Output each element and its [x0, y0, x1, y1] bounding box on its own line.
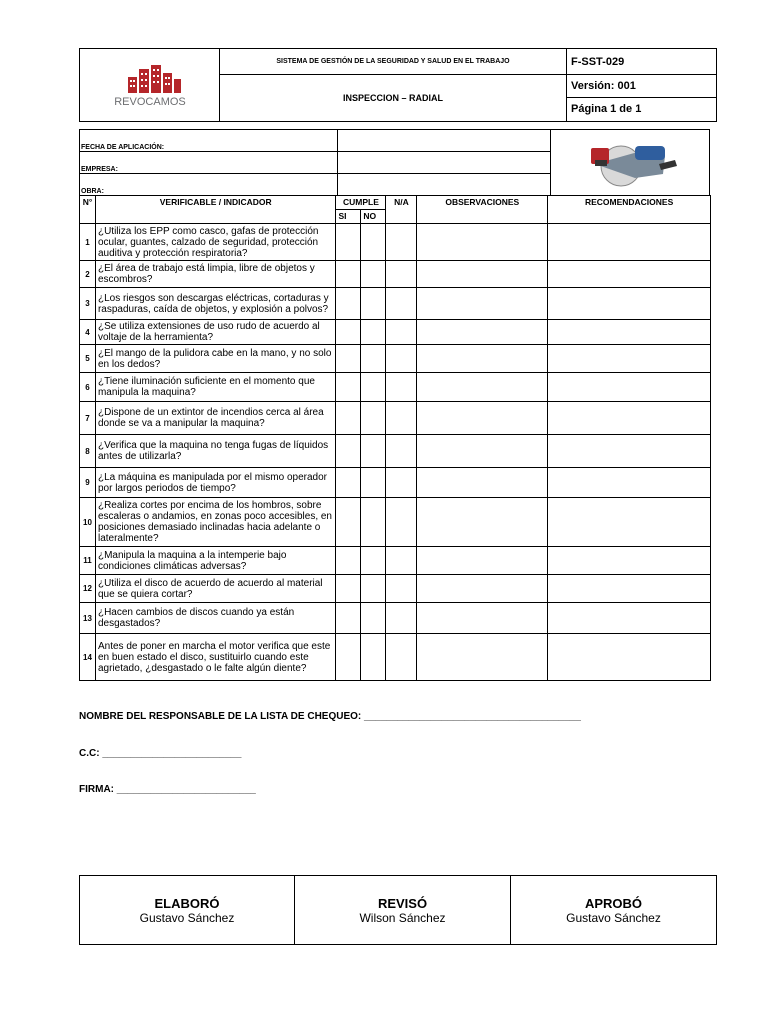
sig-reviso — [295, 876, 511, 945]
si-checkbox-cell[interactable] — [336, 435, 361, 468]
table-row — [80, 435, 711, 468]
firma-line — [79, 784, 256, 795]
na-checkbox-cell[interactable] — [386, 320, 417, 345]
recomendaciones-cell[interactable] — [548, 402, 711, 435]
table-row — [80, 288, 711, 320]
empresa-field[interactable] — [338, 152, 551, 174]
col-si-header: SI — [336, 210, 361, 224]
signature-table — [79, 875, 717, 945]
empresa-label: EMPRESA: — [80, 152, 338, 174]
sig-elaboro — [80, 876, 295, 945]
row-question: ¿Se utiliza extensiones de uso rudo de acuerdo al voltaje de la herramienta? — [95, 320, 335, 345]
si-checkbox-cell[interactable] — [336, 224, 361, 261]
no-checkbox-cell[interactable] — [361, 575, 386, 603]
obra-field[interactable] — [338, 174, 551, 196]
no-checkbox-cell[interactable] — [361, 634, 386, 681]
recomendaciones-cell[interactable] — [548, 575, 711, 603]
row-question: ¿Los riesgos son descargas eléctricas, cortaduras y raspaduras, caída de objetos, y explosión a polvos? — [95, 288, 335, 320]
sig-elaboro-title: ELABORÓ — [154, 895, 220, 911]
row-number: 10 — [80, 498, 96, 547]
col-cumple-header: CUMPLE — [336, 196, 386, 210]
recomendaciones-cell[interactable] — [548, 288, 711, 320]
col-n-header: N° — [80, 196, 96, 224]
form-code: F-SST-029 — [567, 49, 717, 75]
no-checkbox-cell[interactable] — [361, 468, 386, 498]
si-checkbox-cell[interactable] — [336, 288, 361, 320]
si-checkbox-cell[interactable] — [336, 373, 361, 402]
na-checkbox-cell[interactable] — [386, 634, 417, 681]
observaciones-cell[interactable] — [417, 468, 548, 498]
observaciones-cell[interactable] — [417, 345, 548, 373]
observaciones-cell[interactable] — [417, 435, 548, 468]
recomendaciones-cell[interactable] — [548, 373, 711, 402]
recomendaciones-cell[interactable] — [548, 345, 711, 373]
col-na-header: N/A — [386, 196, 417, 224]
no-checkbox-cell[interactable] — [361, 224, 386, 261]
observaciones-cell[interactable] — [417, 261, 548, 288]
row-question: ¿Dispone de un extintor de incendios cerca al área donde se va a manipular la maquina? — [95, 402, 335, 435]
na-checkbox-cell[interactable] — [386, 224, 417, 261]
responsable-line — [79, 711, 581, 722]
company-logo — [102, 63, 198, 107]
na-checkbox-cell[interactable] — [386, 373, 417, 402]
row-number: 3 — [80, 288, 96, 320]
na-checkbox-cell[interactable] — [386, 435, 417, 468]
row-question: ¿El área de trabajo está limpia, libre de objetos y escombros? — [95, 261, 335, 288]
info-block — [79, 129, 710, 196]
checklist-table — [79, 195, 711, 681]
observaciones-cell[interactable] — [417, 224, 548, 261]
no-checkbox-cell[interactable] — [361, 261, 386, 288]
si-checkbox-cell[interactable] — [336, 468, 361, 498]
observaciones-cell[interactable] — [417, 498, 548, 547]
si-checkbox-cell[interactable] — [336, 320, 361, 345]
recomendaciones-cell[interactable] — [548, 547, 711, 575]
fecha-label: FECHA DE APLICACIÓN: — [80, 130, 338, 152]
no-checkbox-cell[interactable] — [361, 435, 386, 468]
row-number: 11 — [80, 547, 96, 575]
no-checkbox-cell[interactable] — [361, 603, 386, 634]
recomendaciones-cell[interactable] — [548, 634, 711, 681]
observaciones-cell[interactable] — [417, 575, 548, 603]
no-checkbox-cell[interactable] — [361, 345, 386, 373]
cc-line — [79, 748, 241, 759]
si-checkbox-cell[interactable] — [336, 402, 361, 435]
na-checkbox-cell[interactable] — [386, 345, 417, 373]
row-number: 14 — [80, 634, 96, 681]
table-row — [80, 224, 711, 261]
row-number: 13 — [80, 603, 96, 634]
na-checkbox-cell[interactable] — [386, 288, 417, 320]
table-row — [80, 345, 711, 373]
table-row — [80, 373, 711, 402]
si-checkbox-cell[interactable] — [336, 345, 361, 373]
observaciones-cell[interactable] — [417, 547, 548, 575]
table-row — [80, 498, 711, 547]
table-row — [80, 603, 711, 634]
row-number: 5 — [80, 345, 96, 373]
no-checkbox-cell[interactable] — [361, 320, 386, 345]
observaciones-cell[interactable] — [417, 373, 548, 402]
observaciones-cell[interactable] — [417, 634, 548, 681]
table-row — [80, 634, 711, 681]
no-checkbox-cell[interactable] — [361, 288, 386, 320]
recomendaciones-cell[interactable] — [548, 261, 711, 288]
na-checkbox-cell[interactable] — [386, 468, 417, 498]
table-row — [80, 402, 711, 435]
table-row — [80, 320, 711, 345]
row-question: ¿Manipula la maquina a la intemperie bajo condiciones climáticas adversas? — [95, 547, 335, 575]
sig-aprobo-name: Gustavo Sánchez — [566, 910, 661, 925]
no-checkbox-cell[interactable] — [361, 547, 386, 575]
version: Versión: 001 — [567, 75, 716, 98]
firma-field[interactable]: _________________________ — [116, 784, 256, 795]
table-row — [80, 575, 711, 603]
cc-label: C.C: — [79, 748, 100, 759]
col-no-header: NO — [361, 210, 386, 224]
na-checkbox-cell[interactable] — [386, 575, 417, 603]
page-number: Página 1 de 1 — [571, 103, 642, 115]
row-question: ¿El mango de la pulidora cabe en la mano, y no solo en los dedos? — [95, 345, 335, 373]
row-number: 2 — [80, 261, 96, 288]
observaciones-cell[interactable] — [417, 603, 548, 634]
na-checkbox-cell[interactable] — [386, 402, 417, 435]
recomendaciones-cell[interactable] — [548, 468, 711, 498]
responsable-field[interactable]: _______________________________________ — [364, 711, 581, 722]
circular-saw-icon — [575, 134, 685, 190]
no-checkbox-cell[interactable] — [361, 402, 386, 435]
observaciones-cell[interactable] — [417, 288, 548, 320]
sig-aprobo — [511, 876, 717, 945]
row-number: 12 — [80, 575, 96, 603]
no-checkbox-cell[interactable] — [361, 373, 386, 402]
row-question: ¿La máquina es manipulada por el mismo operador por largos periodos de tiempo? — [95, 468, 335, 498]
row-number: 1 — [80, 224, 96, 261]
col-verificable-header: VERIFICABLE / INDICADOR — [95, 196, 335, 224]
row-question: ¿Utiliza los EPP como casco, gafas de protección ocular, guantes, calzado de seguridad, protección auditiva y protección respiratoria? — [95, 224, 335, 261]
si-checkbox-cell[interactable] — [336, 547, 361, 575]
na-checkbox-cell[interactable] — [386, 547, 417, 575]
row-question: ¿Verifica que la maquina no tenga fugas de líquidos antes de utilizarla? — [95, 435, 335, 468]
si-checkbox-cell[interactable] — [336, 261, 361, 288]
si-checkbox-cell[interactable] — [336, 575, 361, 603]
row-number: 9 — [80, 468, 96, 498]
system-title: SISTEMA DE GESTIÓN DE LA SEGURIDAD Y SALUD EN EL TRABAJO — [220, 49, 567, 75]
recomendaciones-cell[interactable] — [548, 320, 711, 345]
table-row — [80, 261, 711, 288]
recomendaciones-cell[interactable] — [548, 435, 711, 468]
cc-field[interactable]: _________________________ — [102, 748, 242, 759]
doc-title: INSPECCION – RADIAL — [220, 75, 567, 122]
responsable-label: NOMBRE DEL RESPONSABLE DE LA LISTA DE CHEQUEO: — [79, 711, 362, 722]
na-checkbox-cell[interactable] — [386, 261, 417, 288]
row-question: Antes de poner en marcha el motor verifica que este en buen estado el disco, sustituirlo cuando este agrietado, ¿desgastado o le falte algún diente? — [95, 634, 335, 681]
sig-reviso-title: REVISÓ — [377, 895, 428, 911]
row-question: ¿Tiene iluminación suficiente en el momento que manipula la maquina? — [95, 373, 335, 402]
table-row — [80, 468, 711, 498]
si-checkbox-cell[interactable] — [336, 634, 361, 681]
sig-reviso-name: Wilson Sánchez — [359, 910, 446, 925]
firma-label: FIRMA: — [79, 784, 114, 795]
row-question: ¿Realiza cortes por encima de los hombros, sobre escaleras o andamios, en zonas poco accesibles, en posiciones demasiado inclinadas hacia adelante o lateralmente? — [95, 498, 335, 547]
observaciones-cell[interactable] — [417, 320, 548, 345]
row-question: ¿Hacen cambios de discos cuando ya están desgastados? — [95, 603, 335, 634]
row-number: 6 — [80, 373, 96, 402]
col-rec-header: RECOMENDACIONES — [548, 196, 711, 224]
col-obs-header: OBSERVACIONES — [417, 196, 548, 224]
obra-label: OBRA: — [80, 174, 338, 196]
row-number: 8 — [80, 435, 96, 468]
logo-text: REVOCAMOS — [113, 96, 186, 107]
table-row — [80, 547, 711, 575]
sig-aprobo-title: APROBÓ — [584, 895, 643, 911]
sig-elaboro-name: Gustavo Sánchez — [139, 910, 235, 925]
observaciones-cell[interactable] — [417, 402, 548, 435]
si-checkbox-cell[interactable] — [336, 498, 361, 547]
row-number: 4 — [80, 320, 96, 345]
recomendaciones-cell[interactable] — [548, 603, 711, 634]
fecha-field[interactable] — [338, 130, 551, 152]
tool-image-cell — [551, 130, 710, 196]
version-page-cell — [567, 75, 717, 122]
recomendaciones-cell[interactable] — [548, 224, 711, 261]
na-checkbox-cell[interactable] — [386, 498, 417, 547]
logo-cell — [80, 49, 220, 122]
si-checkbox-cell[interactable] — [336, 603, 361, 634]
row-question: ¿Utiliza el disco de acuerdo de acuerdo al material que se quiera cortar? — [95, 575, 335, 603]
recomendaciones-cell[interactable] — [548, 498, 711, 547]
row-number: 7 — [80, 402, 96, 435]
na-checkbox-cell[interactable] — [386, 603, 417, 634]
document-header — [79, 48, 717, 122]
no-checkbox-cell[interactable] — [361, 498, 386, 547]
